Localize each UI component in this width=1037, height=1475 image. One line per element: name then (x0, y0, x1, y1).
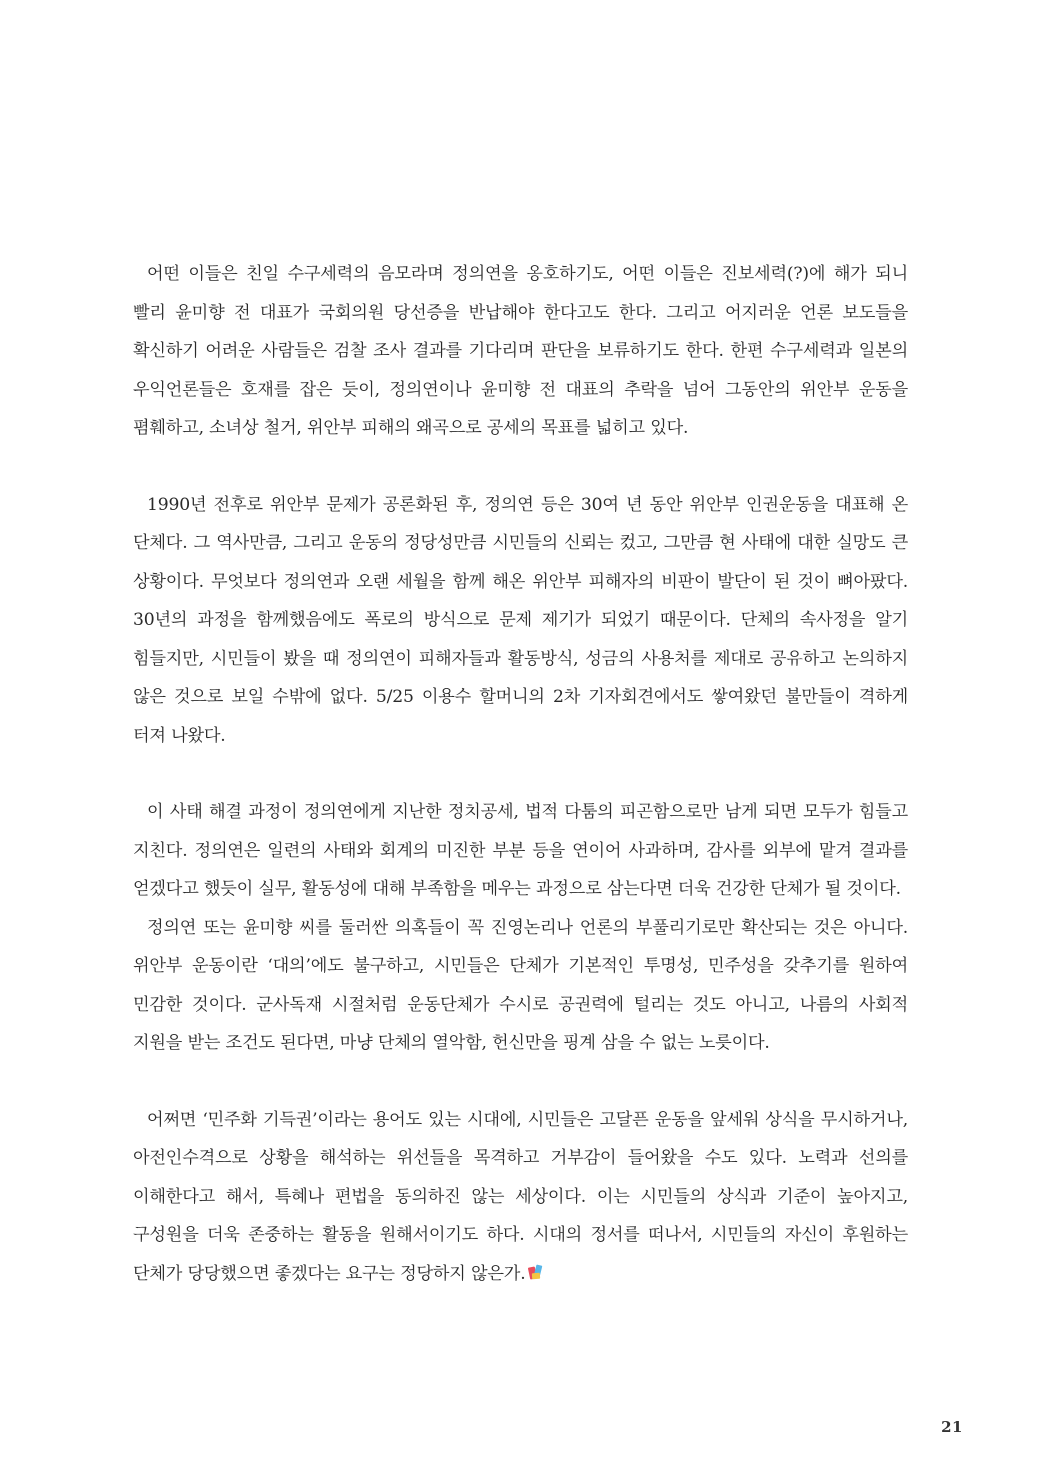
article-body (133, 255, 908, 1293)
paragraph-3: 이 사태 해결 과정이 정의연에게 지난한 정치공세, 법적 다툼의 피곤함으로만 남게 되면 모두가 힘들고 지친다. 정의연은 일련의 사태와 회계의 미진한 부분 등을 연이어 사과하며, 감사를 외부에 맡겨 결과를 얻겠다고 했듯이 실무, 활동성에 대해 부족함을 메우는 과정으로 삼는다면 더욱 건강한 단체가 될 것이다. (133, 802, 908, 899)
paragraph-2: 1990년 전후로 위안부 문제가 공론화된 후, 정의연 등은 30여 년 동안 위안부 인권운동을 대표해 온 단체다. 그 역사만큼, 그리고 운동의 정당성만큼 시민들의 신뢰는 컸고, 그만큼 현 사태에 대한 실망도 큰 상황이다. 무엇보다 정의연과 오랜 세월을 함께 해온 위안부 피해자의 비판이 발단이 된 것이 뼈아팠다. 30년의 과정을 함께했음에도 폭로의 방식으로 문제 제기가 되었기 때문이다. 단체의 속사정을 알기 힘들지만, 시민들이 봤을 때 정의연이 피해자들과 활동방식, 성금의 사용처를 제대로 공유하고 논의하지 않은 것으로 보일 수밖에 없다. 5/25 이용수 할머니의 2차 기자회견에서도 쌓여왔던 불만들이 격하게 터져 나왔다. (133, 494, 908, 746)
page-number: 21 (941, 1418, 963, 1436)
paragraph-gap (133, 755, 908, 793)
paragraph-gap (133, 1063, 908, 1101)
paragraph-gap (133, 448, 908, 486)
paragraph-5 (133, 1101, 908, 1294)
paragraph-4: 정의연 또는 윤미향 씨를 둘러싼 의혹들이 꼭 진영논리나 언론의 부풀리기로만 확산되는 것은 아니다. 위안부 운동이란 ‘대의’에도 불구하고, 시민들은 단체가 기본적인 투명성, 민주성을 갖추기를 원하여 민감한 것이다. 군사독재 시절처럼 운동단체가 수시로 공권력에 털리는 것도 아니고, 나름의 사회적 지원을 받는 조건도 된다면, 마냥 단체의 열악함, 헌신만을 핑계 삼을 수 없는 노릇이다. (133, 917, 908, 1053)
paragraph-5-text: 어쩌면 ‘민주화 기득권’이라는 용어도 있는 시대에, 시민들은 고달픈 운동을 앞세워 상식을 무시하거나, 아전인수격으로 상황을 해석하는 위선들을 목격하고 거부감이 들어왔을 수도 있다. 노력과 선의를 이해한다고 해서, 특혜나 편법을 동의하진 않는 세상이다. 이는 시민들의 상식과 기준이 높아지고, 구성원을 더욱 존중하는 활동을 원해서이기도 하다. 시대의 정서를 떠나서, 시민들의 자신이 후원하는 단체가 당당했으면 좋겠다는 요구는 정당하지 않은가. (133, 1109, 908, 1284)
paragraph-1: 어떤 이들은 친일 수구세력의 음모라며 정의연을 옹호하기도, 어떤 이들은 진보세력(?)에 해가 되니 빨리 윤미향 전 대표가 국회의원 당선증을 반납해야 한다고도 한다. 그리고 어지러운 언론 보도들을 확신하기 어려운 사람들은 검찰 조사 결과를 기다리며 판단을 보류하기도 한다. 한편 수구세력과 일본의 우익언론들은 호재를 잡은 듯이, 정의연이나 윤미향 전 대표의 추락을 넘어 그동안의 위안부 운동을 폄훼하고, 소녀상 철거, 위안부 피해의 왜곡으로 공세의 목표를 넓히고 있다. (133, 264, 908, 438)
book-end-mark-icon (529, 1264, 543, 1281)
